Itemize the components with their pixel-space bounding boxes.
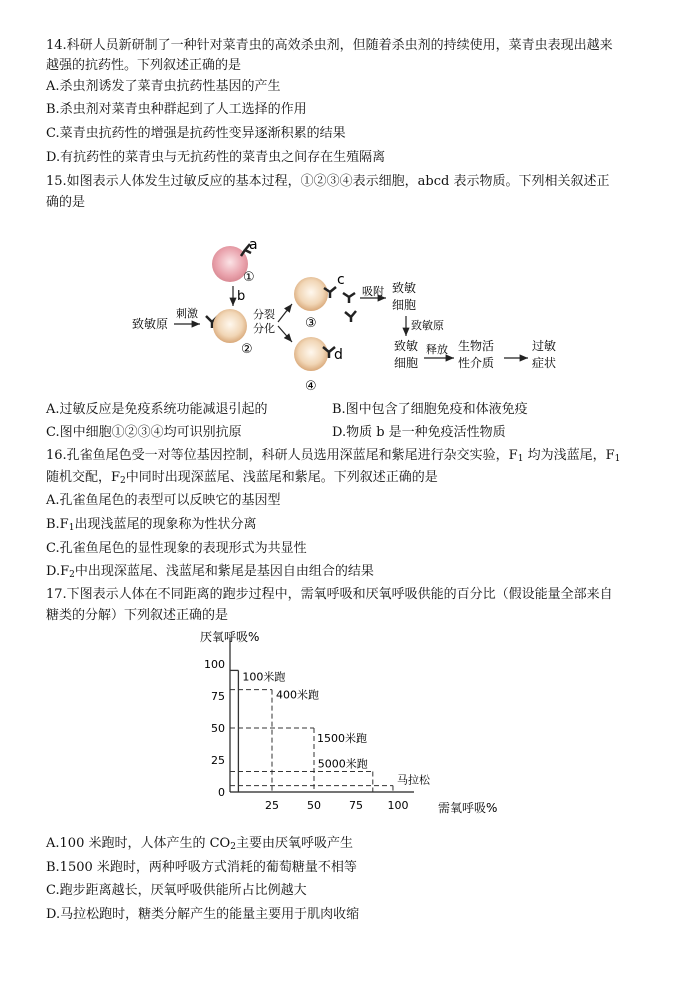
label-sensitized-cell-2b: 细胞: [394, 356, 419, 370]
respiration-chart: [190, 624, 520, 824]
q17-stem-line2: 糖类的分解）下列叙述正确的是: [46, 608, 229, 623]
q17-option-d: D.马拉松跑时，糖类分解产生的能量主要用于肌肉收缩: [46, 907, 360, 922]
q15-stem-line2: 确的是: [46, 195, 86, 210]
label-sensitized-cell-1a: 致敏: [392, 281, 417, 295]
q15-option-b: B.图中包含了细胞免疫和体液免疫: [332, 402, 528, 417]
chart-y-tick-label: 100: [204, 658, 225, 671]
chart-y-tick-label: 50: [211, 722, 225, 735]
label-allergen-again: 致敏原: [411, 319, 444, 332]
q14-option-c: C.菜青虫抗药性的增强是抗药性变异逐渐积累的结果: [46, 126, 346, 141]
label-bioactive-2: 性介质: [458, 356, 495, 370]
cell-2: [213, 309, 247, 343]
q15-option-c: C.图中细胞①②③④均可识别抗原: [46, 425, 242, 440]
label-divide-2: 分化: [253, 322, 275, 335]
label-symptom-2: 症状: [532, 356, 557, 370]
chart-series-label: 100米跑: [242, 670, 286, 684]
cell-3: [294, 277, 328, 311]
q14-option-b: B.杀虫剂对菜青虫种群起到了人工选择的作用: [46, 102, 307, 117]
label-stimulate: 刺激: [176, 307, 198, 320]
chart-y-tick-label: 25: [211, 754, 225, 767]
chart-y-tick-label: 0: [218, 786, 225, 799]
q17-stem-line1: 17.下图表示人体在不同距离的跑步过程中，需氧呼吸和厌氧呼吸供能的百分比（假设能量全部来自: [46, 587, 613, 602]
chart-series-label: 马拉松: [396, 773, 430, 787]
q16-stem-line1: 16.孔雀鱼尾色受一对等位基因控制，科研人员选用深蓝尾和紫尾进行杂交实验，$F_1$ 均为浅蓝尾，$F_1$: [46, 448, 621, 464]
label-d: d: [334, 347, 343, 363]
label-bioactive-1: 生物活: [458, 339, 495, 353]
label-sensitized-cell-1b: 细胞: [392, 298, 417, 312]
label-cell1: ①: [243, 270, 255, 285]
q16-stem-line2: 随机交配，$F_2$中同时出现深蓝尾、浅蓝尾和紫尾。下列叙述正确的是: [46, 470, 438, 486]
q14-stem-line1: 14.科研人员新研制了一种针对菜青虫的高效杀虫剂，但随着杀虫剂的持续使用，菜青虫表现出越来: [46, 38, 613, 53]
chart-series-label: 5000米跑: [317, 757, 368, 771]
q17-option-c: C.跑步距离越长，厌氧呼吸供能所占比例越大: [46, 883, 307, 898]
q15-option-a: A.过敏反应是免疫系统功能减退引起的: [46, 402, 268, 417]
q16-option-d: $D.F_2$中出现深蓝尾、浅蓝尾和紫尾是基因自由组合的结果: [46, 564, 374, 580]
free-antibody-2: [345, 311, 356, 322]
label-divide-1: 分裂: [253, 308, 275, 321]
label-symptom-1: 过敏: [532, 339, 557, 353]
label-a: a: [249, 237, 258, 253]
chart-x-tick-label: 100: [387, 799, 409, 812]
q14-option-a: A.杀虫剂诱发了菜青虫抗药性基因的产生: [46, 79, 281, 94]
q14-option-d: D.有抗药性的菜青虫与无抗药性的菜青虫之间存在生殖隔离: [46, 150, 386, 165]
q17-option-b: B.1500 米跑时，两种呼吸方式消耗的葡萄糖量不相等: [46, 860, 357, 875]
label-b: b: [237, 289, 246, 304]
label-cell3: ③: [305, 316, 317, 331]
allergy-process-diagram: [120, 232, 580, 402]
label-adsorb: 吸附: [362, 285, 384, 298]
q14-stem-line2: 越强的抗药性。下列叙述正确的是: [46, 58, 242, 73]
q16-option-b: $B.F_1$出现浅蓝尾的现象称为性状分离: [46, 517, 257, 533]
q16-option-a: A.孔雀鱼尾色的表型可以反映它的基因型: [46, 493, 281, 508]
label-cell4: ④: [305, 379, 317, 394]
q17-option-a: A.100 米跑时，人体产生的 $CO_2$主要由厌氧呼吸产生: [46, 836, 353, 852]
q16-option-c: C.孔雀鱼尾色的显性现象的表现形式为共显性: [46, 541, 307, 556]
q15-stem-line1: 15.如图表示人体发生过敏反应的基本过程，①②③④表示细胞，abcd 表示物质。下列相关叙述正: [46, 174, 610, 189]
label-allergen: 致敏原: [132, 317, 169, 331]
chart-series-label: 1500米跑: [317, 732, 367, 745]
q15-option-d: D.物质 b 是一种免疫活性物质: [332, 425, 506, 440]
cell-4: [294, 337, 328, 371]
chart-series-label: 400米跑: [276, 688, 319, 702]
arrow-to-cell3: [278, 304, 292, 322]
arrow-to-cell4: [278, 326, 292, 342]
label-cell2: ②: [241, 342, 253, 357]
chart-x-tick-label: 50: [307, 799, 321, 812]
chart-x-tick-label: 25: [265, 799, 279, 812]
chart-x-tick-label: 75: [349, 799, 363, 812]
label-sensitized-cell-2a: 致敏: [394, 339, 419, 353]
chart-xlabel: 需氧呼吸%: [438, 801, 498, 815]
free-antibody-1: [343, 293, 355, 303]
chart-y-tick-label: 75: [211, 690, 225, 703]
label-release: 释放: [426, 343, 448, 356]
label-c: c: [337, 272, 345, 288]
chart-ylabel: 厌氧呼吸%: [200, 630, 260, 644]
